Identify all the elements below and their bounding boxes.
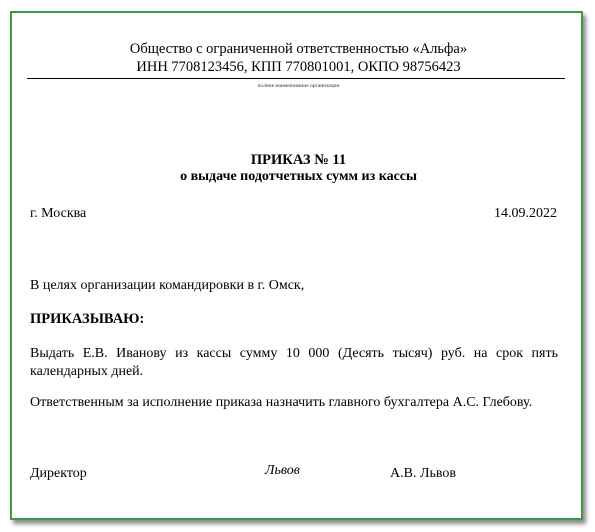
issue-paragraph: Выдать Е.В. Иванову из кассы сумму 10 000 (Десять тысяч) руб. на срок пять календарных дней. bbox=[30, 346, 558, 379]
goal-paragraph: В целях организации командировки в г. Омск, bbox=[30, 278, 305, 293]
signatory-name: А.В. Львов bbox=[390, 466, 456, 481]
organization-caption: полное наименование организации bbox=[257, 83, 340, 89]
order-directive-word: ПРИКАЗЫВАЮ: bbox=[30, 311, 145, 327]
signatory-position: Директор bbox=[30, 466, 87, 481]
order-city: г. Москва bbox=[30, 206, 87, 221]
organization-name: Общество с ограниченной ответственностью «Альфа» bbox=[129, 41, 468, 57]
organization-underline bbox=[27, 78, 565, 79]
order-subtitle: о выдаче подотчетных сумм из кассы bbox=[180, 169, 417, 184]
organization-identifiers: ИНН 7708123456, КПП 770801001, ОКПО 98756423 bbox=[136, 59, 461, 75]
responsible-paragraph: Ответственным за исполнение приказа назначить главного бухгалтера А.С. Глебову. bbox=[30, 395, 533, 410]
document-page bbox=[10, 11, 583, 520]
handwritten-signature: Львов bbox=[265, 463, 300, 478]
order-date: 14.09.2022 bbox=[494, 206, 557, 221]
order-title: ПРИКАЗ № 11 bbox=[250, 152, 347, 168]
